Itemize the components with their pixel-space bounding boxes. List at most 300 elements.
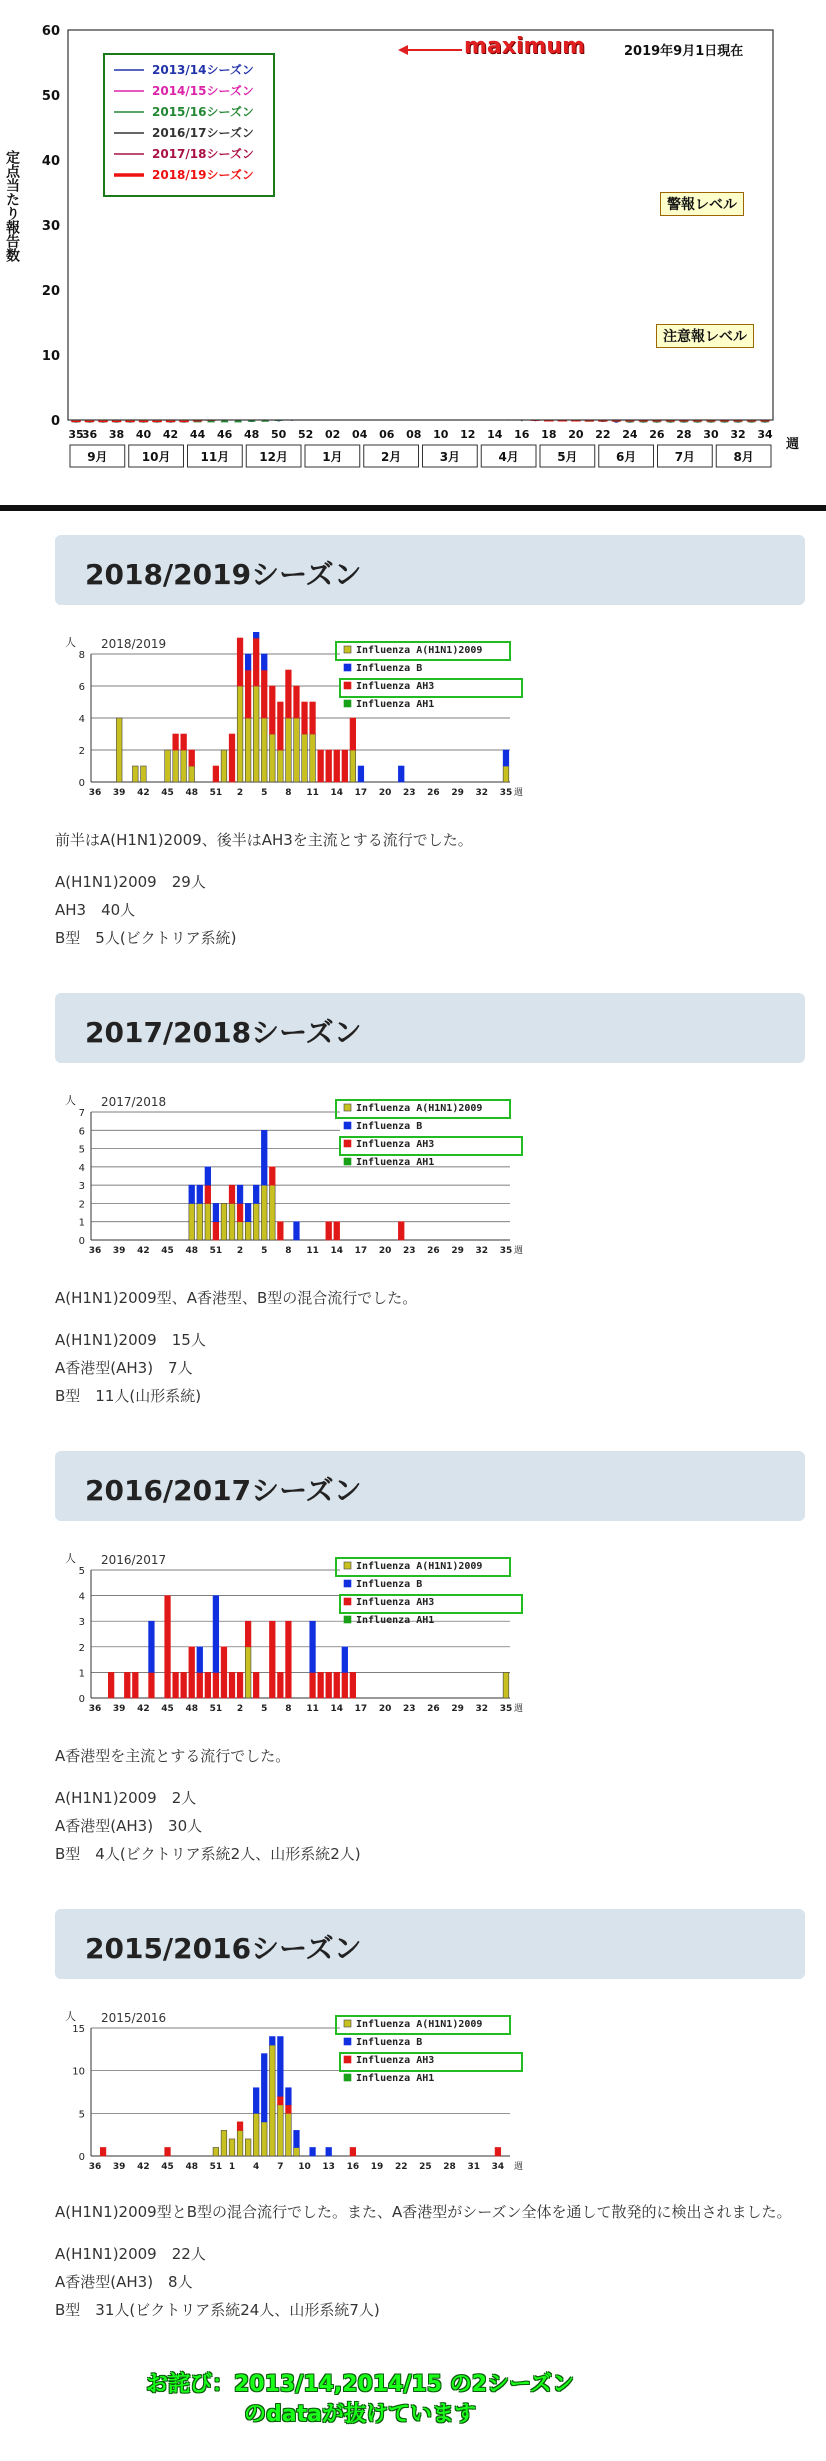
legend-swatch — [344, 1580, 351, 1587]
bar-h1n1 — [253, 2113, 259, 2156]
bar-b — [245, 1203, 251, 1221]
y-tick-label: 5 — [78, 1566, 85, 1577]
x-tick-label: 35 — [68, 428, 84, 441]
y-axis-label: 人 — [65, 2010, 76, 2023]
bar-h1n1 — [286, 2113, 292, 2156]
x-tick-label: 22 — [595, 428, 611, 441]
legend-label: 2014/15シーズン — [152, 84, 254, 98]
bar-h1n1 — [302, 734, 308, 782]
x-tick-label: 25 — [419, 2162, 432, 2172]
x-tick-label: 22 — [394, 2162, 408, 2172]
bar-ah3 — [124, 1672, 130, 1698]
legend-swatch — [344, 1616, 351, 1623]
x-tick-label: 17 — [354, 1246, 368, 1256]
season-header-2018-2019 — [55, 535, 805, 605]
x-tick-label: 39 — [112, 2162, 126, 2172]
x-axis-label: 週 — [514, 1704, 524, 1714]
legend-swatch — [344, 2038, 351, 2045]
bar-ah3 — [237, 1672, 243, 1698]
legend-swatch — [344, 1104, 351, 1111]
y-tick-label: 4 — [78, 1591, 85, 1603]
legend-swatch — [344, 2020, 351, 2027]
y-tick-label: 5 — [78, 2109, 85, 2121]
bar-ah3 — [495, 2147, 501, 2156]
bar-ah3 — [334, 1222, 340, 1240]
month-label: 7月 — [674, 450, 696, 464]
x-tick-label: 36 — [88, 788, 102, 798]
x-tick-label: 11 — [306, 1246, 319, 1256]
legend-swatch — [344, 1122, 351, 1129]
bar-ah3 — [149, 1672, 155, 1698]
warning-level-label: 警報レベル — [660, 192, 744, 216]
bar-h1n1 — [245, 718, 251, 782]
x-axis-label: 週 — [514, 788, 524, 798]
x-tick-label: 14 — [487, 428, 503, 441]
bar-h1n1 — [245, 1222, 251, 1240]
bar-h1n1 — [245, 1647, 251, 1698]
legend-label: Influenza AH1 — [356, 1157, 435, 1168]
x-tick-label: 20 — [378, 788, 392, 798]
count-h1n1: A(H1N1)2009 2人 — [55, 1789, 197, 1807]
count-h1n1: A(H1N1)2009 22人 — [55, 2245, 206, 2263]
section-divider — [0, 505, 826, 511]
x-tick-label: 4 — [253, 2162, 260, 2172]
y-tick-label: 40 — [41, 154, 60, 169]
legend-swatch — [344, 1158, 351, 1165]
y-tick-label: 0 — [78, 1694, 85, 1705]
bar-h1n1 — [310, 734, 316, 782]
bar-ah3 — [350, 1672, 356, 1698]
bar-ah3 — [253, 638, 259, 686]
legend-label: 2017/18シーズン — [152, 147, 254, 161]
x-tick-label: 32 — [475, 1246, 489, 1256]
x-tick-label: 35 — [499, 788, 513, 798]
x-tick-label: 20 — [568, 428, 584, 441]
y-tick-label: 60 — [41, 24, 60, 39]
y-tick-label: 3 — [78, 1181, 85, 1193]
bar-ah3 — [261, 670, 267, 718]
bar-ah3 — [326, 1222, 332, 1240]
x-tick-label: 46 — [216, 428, 233, 441]
month-label: 9月 — [87, 450, 108, 464]
bar-h1n1 — [213, 2147, 219, 2156]
bar-ah3 — [221, 1647, 227, 1698]
y-tick-label: 2 — [78, 1642, 85, 1654]
legend-label: 2013/14シーズン — [152, 63, 254, 77]
bar-ah3 — [173, 1672, 179, 1698]
x-tick-label: 2 — [236, 788, 244, 798]
x-tick-label: 36 — [88, 2162, 102, 2172]
season-summary: 前半はA(H1N1)2009、後半はAH3を主流とする流行でした。 — [55, 831, 473, 849]
bar-b — [261, 1130, 267, 1185]
x-tick-label: 42 — [162, 428, 179, 441]
x-tick-label: 1 — [228, 2162, 236, 2172]
bar-ah3 — [269, 1167, 275, 1185]
bar-b — [237, 1185, 243, 1203]
legend-label: Influenza B — [356, 2037, 423, 2048]
x-tick-label: 31 — [467, 2162, 481, 2172]
month-label: 6月 — [615, 450, 637, 464]
month-label: 10月 — [141, 450, 171, 464]
month-label: 1月 — [322, 450, 343, 464]
legend-swatch — [344, 700, 351, 707]
bar-b — [286, 2088, 292, 2105]
season-summary: A(H1N1)2009型、A香港型、B型の混合流行でした。 — [55, 1289, 418, 1307]
bar-b — [261, 2054, 267, 2122]
bar-ah3 — [229, 1672, 235, 1698]
y-tick-label: 15 — [72, 2024, 85, 2035]
y-tick-label: 1 — [78, 1668, 85, 1680]
bar-chart-svg — [55, 1548, 535, 1728]
x-tick-label: 2 — [236, 1246, 244, 1256]
bar-b — [197, 1185, 203, 1203]
y-tick-label: 1 — [78, 1217, 85, 1229]
bar-h1n1 — [205, 1203, 211, 1240]
x-tick-label: 30 — [703, 428, 719, 441]
x-tick-label: 45 — [161, 2162, 174, 2172]
x-tick-label: 51 — [209, 1246, 223, 1256]
bar-ah3 — [350, 2147, 356, 2156]
bar-h1n1 — [173, 750, 179, 782]
season-summary: A(H1N1)2009型とB型の混合流行でした。また、A香港型がシーズン全体を通して散発的に検出されました。 — [55, 2203, 792, 2221]
bar-b — [189, 1185, 195, 1203]
bar-ah3 — [189, 750, 195, 766]
bar-h1n1 — [237, 2130, 243, 2156]
bar-h1n1 — [221, 750, 227, 782]
x-tick-label: 36 — [88, 1246, 102, 1256]
legend-label: Influenza A(H1N1)2009 — [356, 1561, 483, 1572]
y-tick-label: 10 — [41, 349, 60, 364]
x-tick-label: 5 — [261, 788, 268, 798]
legend-label: Influenza B — [356, 663, 423, 674]
x-tick-label: 16 — [346, 2162, 360, 2172]
bar-b — [245, 654, 251, 670]
y-axis-label: 人 — [65, 1552, 76, 1565]
bar-ah3 — [108, 1672, 114, 1698]
x-tick-label: 50 — [270, 428, 287, 441]
bar-h1n1 — [141, 766, 147, 782]
season-description-2015-2016 — [55, 2198, 805, 2324]
x-tick-label: 26 — [427, 1704, 440, 1714]
apology-note — [100, 2370, 620, 2430]
x-tick-label: 14 — [330, 1246, 344, 1256]
maximum-annotation: maximum — [464, 34, 586, 59]
bar-h1n1 — [237, 1222, 243, 1240]
x-tick-label: 18 — [541, 428, 557, 441]
bar-chart-svg — [55, 1090, 535, 1270]
x-tick-label: 32 — [475, 788, 489, 798]
x-tick-label: 40 — [135, 428, 152, 441]
x-tick-label: 42 — [137, 788, 150, 798]
bar-ah3 — [398, 1222, 404, 1240]
y-axis-label: 人 — [65, 636, 76, 649]
y-tick-label: 3 — [78, 1617, 85, 1629]
x-tick-label: 8 — [285, 1704, 292, 1714]
bar-b — [278, 2037, 284, 2097]
bar-h1n1 — [261, 2122, 267, 2156]
bar-b — [358, 766, 364, 782]
season-chart-2015-2016 — [55, 2006, 535, 2186]
x-tick-label: 8 — [285, 788, 292, 798]
legend-swatch — [344, 646, 351, 653]
x-tick-label: 16 — [514, 428, 530, 441]
month-label: 8月 — [733, 450, 754, 464]
legend-swatch — [344, 1598, 351, 1605]
bar-ah3 — [237, 638, 243, 686]
x-tick-label: 42 — [137, 2162, 150, 2172]
legend-label: Influenza A(H1N1)2009 — [356, 1103, 483, 1114]
count-b: B型 31人(ビクトリア系統24人、山形系統7人) — [55, 2301, 380, 2319]
x-tick-label: 42 — [137, 1704, 150, 1714]
count-b: B型 5人(ビクトリア系統) — [55, 929, 237, 947]
x-tick-label: 14 — [330, 1704, 344, 1714]
date-note: 2019年9月1日現在 — [624, 44, 744, 59]
bar-ah3 — [269, 1621, 275, 1698]
y-tick-label: 30 — [41, 219, 60, 234]
legend-label: Influenza A(H1N1)2009 — [356, 2019, 483, 2030]
legend-label: Influenza A(H1N1)2009 — [356, 645, 483, 656]
bar-b — [326, 2147, 332, 2156]
x-tick-label: 17 — [354, 788, 368, 798]
x-tick-label: 34 — [491, 2162, 505, 2172]
legend-label: Influenza AH1 — [356, 1615, 435, 1626]
bar-ah3 — [278, 2096, 284, 2105]
x-tick-label: 39 — [112, 1704, 126, 1714]
bar-h1n1 — [245, 2139, 251, 2156]
x-tick-label: 34 — [757, 428, 773, 441]
x-tick-label: 42 — [137, 1246, 150, 1256]
chart-title: 2016/2017 — [101, 1553, 167, 1567]
season-chart-2016-2017 — [55, 1548, 535, 1728]
x-tick-label: 10 — [433, 428, 449, 441]
chart-title: 2017/2018 — [101, 1095, 167, 1109]
bar-h1n1 — [116, 718, 122, 782]
x-tick-label: 08 — [406, 428, 422, 441]
bar-h1n1 — [229, 2139, 235, 2156]
season-title: 2017/2018シーズン — [85, 1016, 362, 1049]
bar-ah3 — [334, 1672, 340, 1698]
x-tick-label: 26 — [649, 428, 665, 441]
bar-h1n1 — [165, 750, 171, 782]
bar-b — [253, 2088, 259, 2114]
x-axis-label: 週 — [514, 1246, 524, 1256]
x-tick-label: 7 — [277, 2162, 284, 2172]
y-tick-label: 6 — [78, 682, 85, 693]
bar-b — [253, 632, 259, 638]
bar-b — [342, 1647, 348, 1673]
month-label: 12月 — [259, 450, 288, 464]
apology-line-2: のdataが抜けています — [244, 2402, 476, 2427]
season-chart-2017-2018 — [55, 1090, 535, 1270]
x-tick-label: 44 — [189, 428, 206, 441]
y-tick-label: 0 — [78, 2152, 85, 2163]
x-tick-label: 02 — [325, 428, 341, 441]
count-ah3: AH3 40人 — [55, 901, 136, 919]
caution-level-label: 注意報レベル — [656, 324, 754, 348]
season-description-2016-2017 — [55, 1742, 361, 1868]
bar-chart-svg — [55, 2006, 535, 2186]
y-tick-label: 5 — [78, 1144, 85, 1156]
x-tick-label: 51 — [209, 2162, 223, 2172]
season-summary: A香港型を主流とする流行でした。 — [55, 1747, 291, 1765]
bar-h1n1 — [197, 1203, 203, 1240]
x-tick-label: 36 — [81, 428, 98, 441]
month-label: 11月 — [200, 450, 230, 464]
bar-b — [398, 766, 404, 782]
bar-h1n1 — [132, 766, 138, 782]
bar-h1n1 — [278, 2105, 284, 2156]
bar-ah3 — [245, 670, 251, 718]
count-ah3: A香港型(AH3) 7人 — [55, 1359, 193, 1377]
bar-b — [253, 1185, 259, 1203]
bar-h1n1 — [269, 1185, 275, 1240]
x-tick-label: 12 — [460, 428, 476, 441]
bar-h1n1 — [253, 686, 259, 782]
bar-ah3 — [181, 734, 187, 750]
x-tick-label: 23 — [403, 1704, 416, 1714]
x-tick-label: 51 — [209, 1704, 223, 1714]
legend-swatch — [344, 2056, 351, 2063]
bar-ah3 — [302, 702, 308, 734]
bar-h1n1 — [189, 1203, 195, 1240]
x-tick-label: 11 — [306, 788, 319, 798]
x-tick-label: 23 — [403, 1246, 416, 1256]
x-tick-label: 45 — [161, 788, 174, 798]
bar-h1n1 — [286, 718, 292, 782]
bar-ah3 — [278, 702, 284, 750]
bar-ah3 — [229, 734, 235, 782]
bar-ah3 — [350, 718, 356, 750]
bar-ah3 — [334, 750, 340, 782]
bar-ah3 — [278, 1672, 284, 1698]
bar-ah3 — [294, 686, 300, 718]
bar-b — [269, 2037, 275, 2046]
bar-h1n1 — [237, 686, 243, 782]
x-tick-label: 26 — [427, 788, 440, 798]
bar-ah3 — [189, 1647, 195, 1698]
x-tick-label: 48 — [243, 428, 260, 441]
bar-ah3 — [181, 1672, 187, 1698]
bar-ah3 — [310, 1672, 316, 1698]
bar-ah3 — [197, 1672, 203, 1698]
season-title: 2018/2019シーズン — [85, 558, 362, 591]
x-tick-label: 17 — [354, 1704, 368, 1714]
bar-h1n1 — [278, 750, 284, 782]
x-tick-label: 11 — [306, 1704, 319, 1714]
bar-b — [213, 1203, 219, 1221]
bar-ah3 — [342, 1672, 348, 1698]
bar-h1n1 — [221, 1203, 227, 1240]
y-tick-label: 4 — [78, 714, 85, 725]
bar-ah3 — [318, 1672, 324, 1698]
month-bar — [70, 445, 771, 467]
y-tick-label: 2 — [78, 746, 85, 757]
bar-b — [197, 1647, 203, 1673]
x-tick-label: 06 — [379, 428, 395, 441]
bar-ah3 — [326, 750, 332, 782]
x-tick-label: 2 — [236, 1704, 244, 1714]
weekly-report-line-chart — [0, 0, 826, 505]
bar-ah3 — [205, 1185, 211, 1203]
bar-ah3 — [237, 1203, 243, 1221]
x-axis-label: 週 — [514, 2162, 524, 2172]
x-tick-label: 35 — [499, 1246, 513, 1256]
bar-ah3 — [310, 702, 316, 734]
bar-h1n1 — [229, 1203, 235, 1240]
legend-label: Influenza AH1 — [356, 2073, 435, 2084]
x-axis-unit-label: 週 — [786, 437, 800, 452]
bar-b — [261, 654, 267, 670]
season-description-2017-2018 — [55, 1284, 417, 1410]
x-tick-label: 51 — [209, 788, 223, 798]
chart-title: 2018/2019 — [101, 637, 167, 651]
bar-ah3 — [253, 1672, 259, 1698]
bar-h1n1 — [221, 2130, 227, 2156]
count-h1n1: A(H1N1)2009 15人 — [55, 1331, 206, 1349]
y-tick-label: 50 — [41, 89, 60, 104]
bar-h1n1 — [269, 734, 275, 782]
count-ah3: A香港型(AH3) 8人 — [55, 2273, 193, 2291]
bar-ah3 — [205, 1672, 211, 1698]
bar-b — [149, 1621, 155, 1672]
month-label: 2月 — [380, 450, 402, 464]
month-label: 5月 — [557, 450, 578, 464]
bar-ah3 — [100, 2147, 106, 2156]
apology-line-1: お詫び：2013/14,2014/15 の2シーズン — [146, 2372, 574, 2397]
x-tick-label: 04 — [352, 428, 368, 441]
bar-b — [294, 2130, 300, 2147]
bar-h1n1 — [261, 718, 267, 782]
legend-label: Influenza AH1 — [356, 699, 435, 710]
season-header-2017-2018 — [55, 993, 805, 1063]
legend-label: Influenza AH3 — [356, 1597, 435, 1608]
bar-ah3 — [269, 686, 275, 734]
bar-h1n1 — [503, 766, 509, 782]
bar-h1n1 — [503, 1672, 509, 1698]
bar-ah3 — [173, 734, 179, 750]
x-tick-label: 5 — [261, 1704, 268, 1714]
legend-label: 2018/19シーズン — [152, 168, 254, 182]
month-label: 4月 — [498, 450, 519, 464]
bar-ah3 — [213, 1222, 219, 1240]
bar-b — [310, 1621, 316, 1672]
y-tick-label: 8 — [78, 650, 85, 661]
season-title: 2015/2016シーズン — [85, 1932, 362, 1965]
legend-swatch — [344, 682, 351, 689]
y-axis-unit-label: 定点当たり報告数 — [4, 150, 20, 262]
x-tick-label: 28 — [676, 428, 692, 441]
legend-label: Influenza AH3 — [356, 2055, 435, 2066]
x-tick-label: 29 — [451, 1704, 464, 1714]
x-tick-label: 35 — [499, 1704, 513, 1714]
x-tick-label: 20 — [378, 1704, 392, 1714]
bar-h1n1 — [261, 1185, 267, 1240]
x-tick-label: 14 — [330, 788, 344, 798]
bar-b — [205, 1167, 211, 1185]
bar-ah3 — [165, 2147, 171, 2156]
bar-ah3 — [286, 2105, 292, 2114]
y-tick-label: 10 — [72, 2066, 85, 2078]
count-h1n1: A(H1N1)2009 29人 — [55, 873, 206, 891]
x-tick-label: 26 — [427, 1246, 440, 1256]
x-tick-label: 48 — [185, 1246, 198, 1256]
season-chart-2018-2019 — [55, 632, 535, 812]
legend-label: Influenza AH3 — [356, 681, 435, 692]
x-tick-label: 29 — [451, 788, 464, 798]
bar-ah3 — [286, 1621, 292, 1698]
x-tick-label: 32 — [730, 428, 746, 441]
legend-label: 2016/17シーズン — [152, 126, 254, 140]
